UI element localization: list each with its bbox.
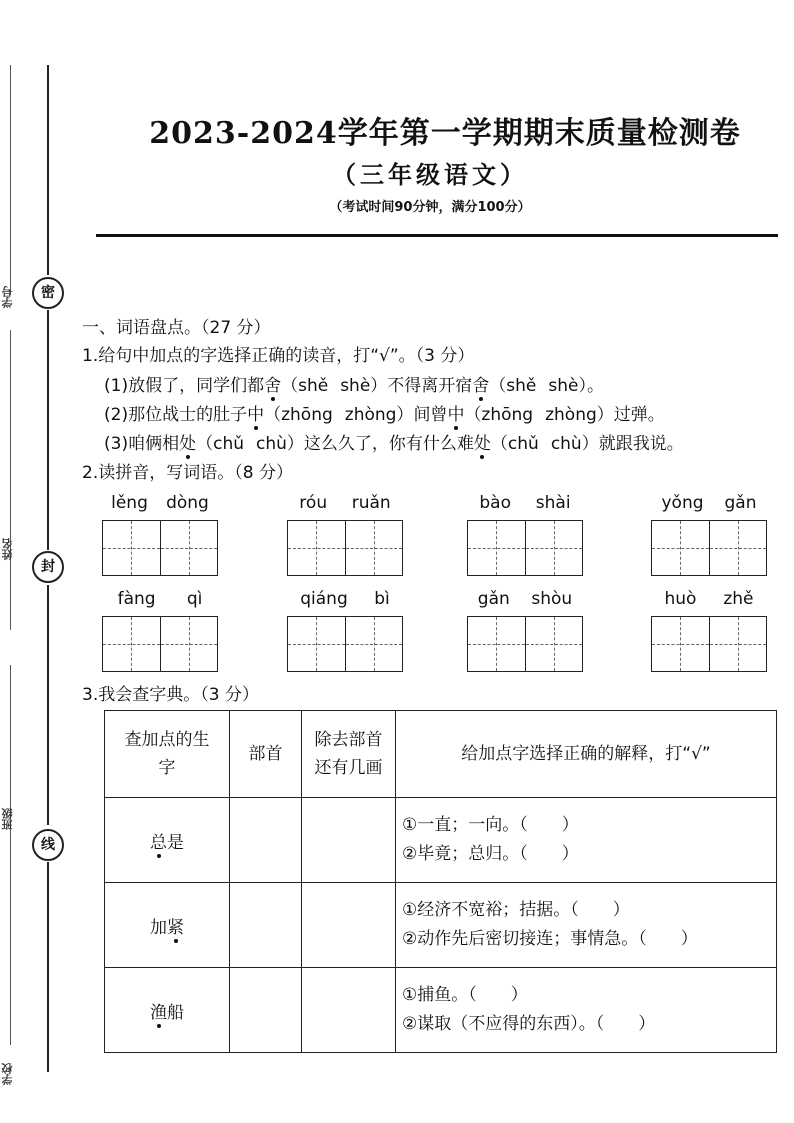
dotted-char: 处 bbox=[179, 429, 196, 454]
pinyin-option[interactable]: （shě bbox=[281, 376, 329, 396]
column-header: 查加点的生字 bbox=[105, 711, 230, 798]
writing-grid bbox=[651, 616, 767, 672]
pinyin-word bbox=[651, 492, 767, 576]
word-char: 加 bbox=[150, 917, 167, 938]
item-text: 这么久了，你有什么难 bbox=[303, 434, 474, 454]
seal-feng: 封 bbox=[32, 551, 64, 583]
table-row bbox=[105, 968, 777, 1053]
pinyin-syllable: yǒng bbox=[661, 493, 704, 513]
pinyin-syllable: lěng bbox=[111, 493, 148, 513]
column-header: 部首 bbox=[230, 711, 302, 798]
dotted-char: 中 bbox=[447, 400, 464, 425]
question-3-prompt: 3.我会查字典。（3 分） bbox=[82, 685, 259, 705]
word-cell bbox=[105, 883, 230, 968]
question-1-item bbox=[104, 371, 604, 396]
seal-line bbox=[47, 65, 49, 275]
pinyin-syllable: qiáng bbox=[300, 589, 348, 609]
writing-cell[interactable] bbox=[160, 617, 218, 671]
writing-cell[interactable] bbox=[288, 521, 345, 575]
section-heading: 一、词语盘点。（27 分） bbox=[82, 318, 271, 338]
dotted-char: 紧 bbox=[167, 913, 184, 938]
seal-line bbox=[47, 585, 49, 825]
writing-cell[interactable] bbox=[103, 617, 160, 671]
question-1-item bbox=[104, 400, 665, 425]
meaning-options-cell bbox=[396, 883, 777, 968]
word-cell bbox=[105, 968, 230, 1053]
pinyin-syllable: róu bbox=[299, 493, 328, 513]
name-label: 姓名 bbox=[1, 538, 14, 560]
pinyin-syllable: shài bbox=[535, 493, 571, 513]
item-text: (1)放假了，同学们都 bbox=[104, 376, 265, 396]
dotted-char: 中 bbox=[247, 400, 264, 425]
writing-grid bbox=[102, 616, 218, 672]
dotted-char: 舍 bbox=[264, 371, 281, 396]
meaning-option[interactable]: ②动作先后密切接连；事情急。（ ） bbox=[402, 929, 698, 949]
writing-cell[interactable] bbox=[525, 617, 583, 671]
word-cell bbox=[105, 798, 230, 883]
exam-subtitle: （三年级语文） bbox=[332, 160, 528, 189]
strokes-answer-cell[interactable] bbox=[302, 798, 396, 883]
writing-grid bbox=[287, 520, 403, 576]
writing-grid bbox=[287, 616, 403, 672]
pinyin-word bbox=[651, 588, 767, 672]
margin-edge-line bbox=[10, 665, 11, 1045]
item-text: 。 bbox=[586, 376, 604, 396]
meaning-option[interactable]: ①经济不宽裕；拮据。（ ） bbox=[402, 900, 630, 920]
pinyin-syllable: zhě bbox=[723, 589, 754, 609]
exam-note: （考试时间90分钟，满分100分） bbox=[329, 200, 531, 215]
writing-cell[interactable] bbox=[652, 617, 709, 671]
pinyin-option[interactable]: （chǔ bbox=[490, 434, 539, 454]
strokes-answer-cell[interactable] bbox=[302, 883, 396, 968]
item-text: (3)咱俩相 bbox=[104, 434, 180, 454]
margin-edge-line bbox=[10, 330, 11, 630]
word-char: 是 bbox=[167, 832, 184, 853]
question-1-prompt: 1.给句中加点的字选择正确的读音，打“√”。（3 分） bbox=[82, 346, 475, 366]
meaning-option[interactable]: ①捕鱼。（ ） bbox=[402, 985, 528, 1005]
pinyin-syllable: huò bbox=[664, 589, 697, 609]
header-rule bbox=[96, 234, 778, 237]
dotted-char: 舍 bbox=[472, 371, 489, 396]
writing-cell[interactable] bbox=[160, 521, 218, 575]
dictionary-table bbox=[104, 710, 777, 1053]
binding-margin bbox=[0, 0, 70, 1123]
pinyin-option[interactable]: （zhōng bbox=[464, 405, 534, 425]
writing-grid bbox=[467, 616, 583, 672]
pinyin-option[interactable]: （shě bbox=[489, 376, 537, 396]
item-text: 间曾 bbox=[413, 405, 448, 425]
pinyin-option[interactable]: zhòng） bbox=[344, 405, 414, 425]
question-2-prompt: 2.读拼音，写词语。（8 分） bbox=[82, 463, 293, 483]
pinyin-option[interactable]: （zhōng bbox=[264, 405, 333, 425]
pinyin-word bbox=[467, 588, 583, 672]
table-header-row bbox=[105, 711, 777, 798]
pinyin-option[interactable]: （chǔ bbox=[196, 434, 244, 454]
item-text: 就跟我说。 bbox=[598, 434, 684, 454]
pinyin-option[interactable]: shè） bbox=[548, 376, 587, 396]
writing-cell[interactable] bbox=[525, 521, 583, 575]
margin-edge-line bbox=[10, 65, 11, 295]
seal-line bbox=[47, 862, 49, 1072]
writing-cell[interactable] bbox=[709, 521, 767, 575]
writing-cell[interactable] bbox=[103, 521, 160, 575]
pinyin-word bbox=[102, 588, 218, 672]
meaning-option[interactable]: ②毕竟；总归。（ ） bbox=[402, 844, 579, 864]
radical-answer-cell[interactable] bbox=[230, 883, 302, 968]
writing-grid bbox=[651, 520, 767, 576]
pinyin-word bbox=[467, 492, 583, 576]
radical-answer-cell[interactable] bbox=[230, 798, 302, 883]
writing-grid bbox=[467, 520, 583, 576]
school-label: 学校 bbox=[1, 1063, 14, 1085]
class-label: 班级 bbox=[1, 808, 14, 830]
seal-line bbox=[47, 310, 49, 550]
pinyin-syllable: gǎn bbox=[724, 493, 757, 513]
writing-cell[interactable] bbox=[709, 617, 767, 671]
pinyin-option[interactable]: zhòng） bbox=[545, 405, 614, 425]
dotted-char: 总 bbox=[150, 828, 167, 853]
meaning-option[interactable]: ①一直；一向。（ ） bbox=[402, 815, 579, 835]
pinyin-word bbox=[287, 492, 403, 576]
column-header: 给加点字选择正确的解释，打“√” bbox=[396, 711, 777, 798]
pinyin-option[interactable]: chù） bbox=[550, 434, 599, 454]
item-text: 过弹。 bbox=[613, 405, 665, 425]
student-id-label: 学号 bbox=[1, 286, 14, 308]
writing-cell[interactable] bbox=[652, 521, 709, 575]
pinyin-syllable: dòng bbox=[166, 493, 209, 513]
pinyin-option[interactable]: shè） bbox=[340, 376, 388, 396]
writing-cell[interactable] bbox=[468, 617, 525, 671]
meaning-option[interactable]: ②谋取（不应得的东西）。（ ） bbox=[402, 1014, 656, 1034]
word-char: 船 bbox=[167, 1002, 184, 1023]
seal-mi: 密 bbox=[32, 277, 64, 309]
dotted-char: 渔 bbox=[150, 998, 167, 1023]
pinyin-syllable: gǎn bbox=[477, 589, 510, 609]
pinyin-word bbox=[287, 588, 403, 672]
pinyin-syllable: shòu bbox=[531, 589, 573, 609]
pinyin-syllable: bào bbox=[479, 493, 511, 513]
writing-cell[interactable] bbox=[468, 521, 525, 575]
item-text: 不得离开宿 bbox=[387, 376, 473, 396]
meaning-options-cell bbox=[396, 968, 777, 1053]
meaning-options-cell bbox=[396, 798, 777, 883]
strokes-answer-cell[interactable] bbox=[302, 968, 396, 1053]
dotted-char: 处 bbox=[474, 429, 491, 454]
question-1-item bbox=[104, 429, 684, 454]
writing-cell[interactable] bbox=[288, 617, 345, 671]
exam-title: 2023-2024学年第一学期期末质量检测卷 bbox=[149, 116, 741, 151]
pinyin-syllable: ruǎn bbox=[351, 493, 391, 513]
pinyin-syllable: qì bbox=[186, 589, 203, 609]
column-header: 除去部首还有几画 bbox=[302, 711, 396, 798]
table-row bbox=[105, 798, 777, 883]
writing-cell[interactable] bbox=[345, 521, 403, 575]
pinyin-syllable: bì bbox=[374, 589, 390, 609]
item-text: (2)那位战士的肚子 bbox=[104, 405, 248, 425]
pinyin-syllable: fàng bbox=[117, 589, 156, 609]
pinyin-word bbox=[102, 492, 218, 576]
pinyin-option[interactable]: chù） bbox=[256, 434, 304, 454]
writing-grid bbox=[102, 520, 218, 576]
table-row bbox=[105, 883, 777, 968]
seal-xian: 线 bbox=[32, 829, 64, 861]
writing-cell[interactable] bbox=[345, 617, 403, 671]
radical-answer-cell[interactable] bbox=[230, 968, 302, 1053]
